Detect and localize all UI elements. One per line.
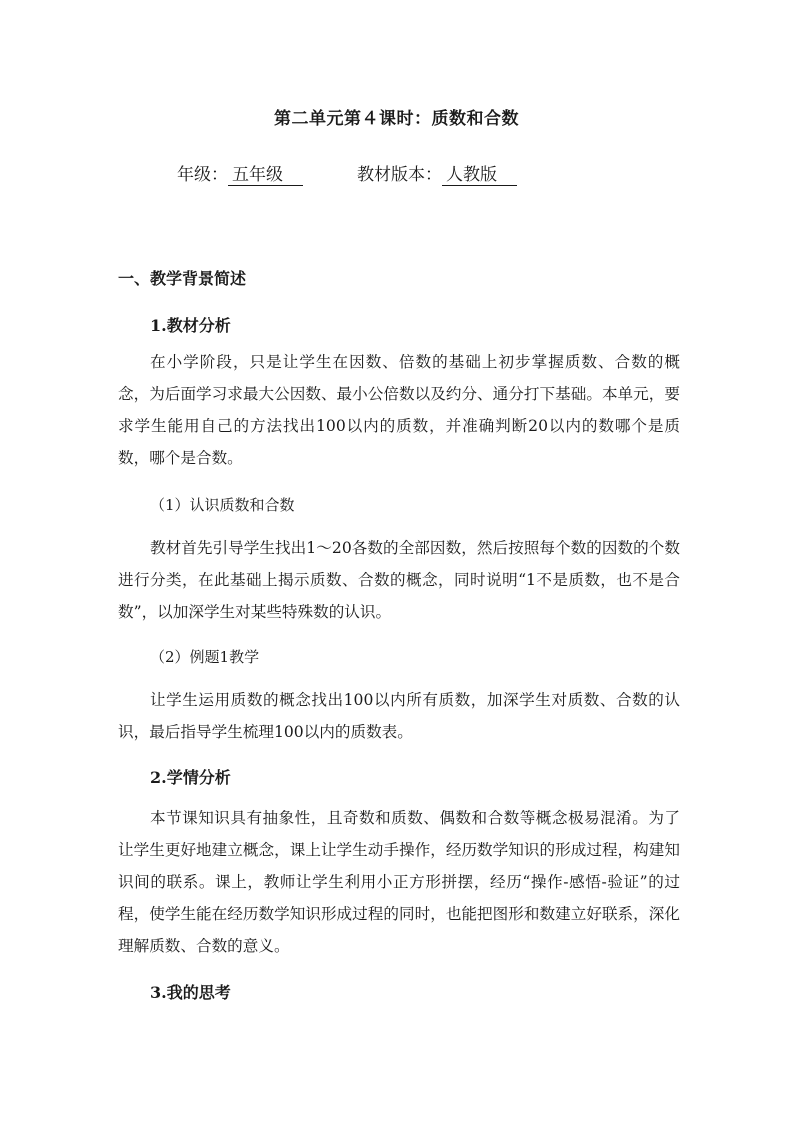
point-heading-recognize: （1）认识质数和合数 <box>150 496 295 514</box>
grade-label: 年级： <box>177 165 228 185</box>
subheading-textbook-analysis: 1.教材分析 <box>150 316 231 335</box>
edition-label: 教材版本： <box>357 165 442 185</box>
point-heading-example: （2）例题1教学 <box>150 648 260 666</box>
subheading-student-analysis: 2.学情分析 <box>150 768 231 787</box>
paragraph-example: 让学生运用质数的概念找出100以内所有质数，加深学生对质数、合数的认识，最后指导学生梳理100以内的质数表。 <box>118 691 680 741</box>
grade-value: 五年级 <box>228 165 303 186</box>
document-title: 第二单元第４课时：质数和合数 <box>274 109 519 129</box>
section-heading-background: 一、教学背景简述 <box>118 269 247 288</box>
edition-value: 人教版 <box>442 165 517 186</box>
paragraph-student-analysis: 本节课知识具有抽象性，且奇数和质数、偶数和合数等概念极易混淆。为了让学生更好地建立概念，课上让学生动手操作，经历数学知识的形成过程，构建知识间的联系。课上，教师让学生利用小正方形拼摆，经历“操作-感悟-验证”的过程，使学生能在经历数学知识形成过程的同时，也能把图形和数建立好联系，深化理解质数、合数的意义。 <box>118 809 680 955</box>
paragraph-recognize: 教材首先引导学生找出1～20各数的全部因数，然后按照每个数的因数的个数进行分类，在此基础上揭示质数、合数的概念，同时说明“1不是质数，也不是合数”，以加深学生对某些特殊数的认识。 <box>118 539 680 621</box>
meta-line <box>177 160 517 186</box>
paragraph-textbook-analysis: 在小学阶段，只是让学生在因数、倍数的基础上初步掌握质数、合数的概念，为后面学习求最大公因数、最小公倍数以及约分、通分打下基础。本单元，要求学生能用自己的方法找出100以内的质数，并准确判断20以内的数哪个是质数，哪个是合数。 <box>118 353 680 467</box>
subheading-my-thoughts: 3.我的思考 <box>150 983 231 1002</box>
